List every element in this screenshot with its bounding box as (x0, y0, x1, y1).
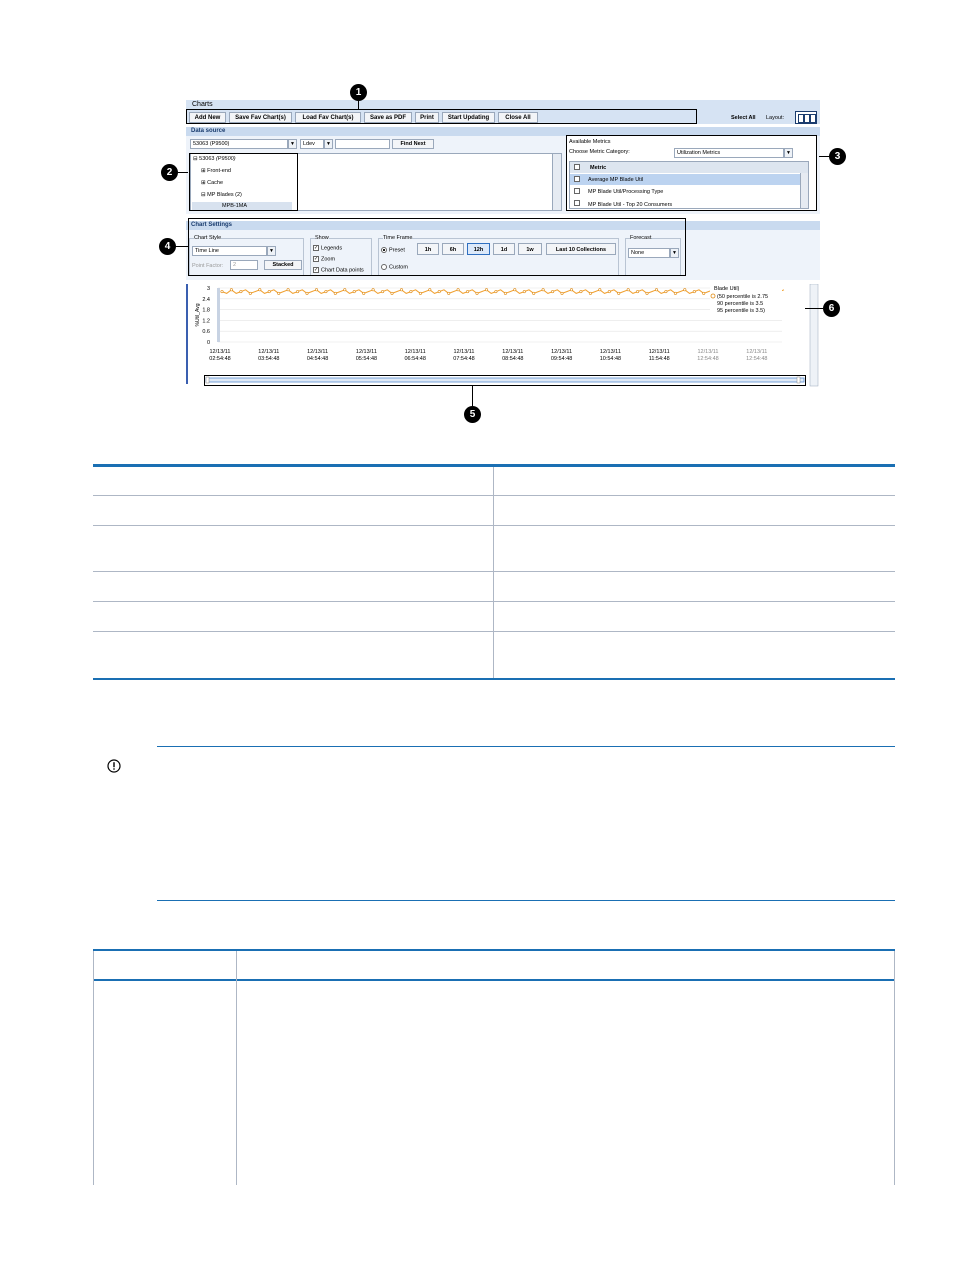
data-point (466, 290, 468, 292)
data-point (249, 292, 251, 294)
data-point (495, 290, 497, 292)
callout-4: 4 (159, 238, 176, 255)
legends-checkbox[interactable]: ✓ Legends (314, 245, 343, 252)
table-row[interactable]: MP Blade Util/Processing Type (570, 186, 800, 197)
data-point (325, 290, 327, 292)
metric-category-select[interactable]: Utilization Metrics (674, 148, 784, 158)
data-point (646, 292, 648, 294)
data-point (599, 289, 601, 291)
x-tick-label: 12/13/11 (307, 349, 329, 355)
chevron-down-icon[interactable]: ▼ (288, 139, 297, 149)
chevron-down-icon[interactable]: ▼ (784, 148, 793, 158)
preset-1w-button[interactable]: 1w (518, 243, 542, 255)
x-tick-label: 03:54:48 (258, 356, 280, 362)
save-fav-chart-button[interactable]: Save Fav Chart(s) (229, 112, 292, 123)
y-axis-bar (217, 288, 220, 342)
y-tick-label: 1.2 (202, 318, 210, 325)
data-point (438, 290, 440, 292)
data-point (608, 290, 610, 292)
callout-5: 5 (464, 406, 481, 423)
data-point (315, 289, 317, 291)
x-tick-label: 12/13/11 (258, 349, 280, 355)
x-tick-label: 12/13/11 (648, 349, 670, 355)
data-point (268, 290, 270, 292)
data-point (240, 290, 242, 292)
legend-entry: 95 percentile is 3.5) (717, 308, 765, 314)
point-factor-label: Point Factor: (192, 263, 224, 269)
data-point (580, 290, 582, 292)
find-next-button[interactable]: Find Next (392, 139, 434, 149)
data-point (523, 290, 525, 292)
x-tick-label: 12/13/11 (355, 349, 377, 355)
options-table (93, 949, 895, 1185)
data-point (655, 289, 657, 291)
metric-column: Metric (590, 165, 607, 171)
x-tick-label: 06:54:48 (404, 356, 426, 362)
point-factor-input[interactable]: 2 (230, 260, 258, 270)
tree-root[interactable]: ⊟ 53063 (P9500) (193, 156, 236, 162)
data-point (551, 290, 553, 292)
data-point (381, 290, 383, 292)
callout-box-4 (188, 218, 686, 276)
data-point (230, 289, 232, 291)
x-tick-label: 12/13/11 (209, 349, 231, 355)
forecast-label: Forecast (630, 235, 652, 241)
legend-entry: 90 percentile is 3.5 (717, 301, 764, 307)
show-label: Show (315, 235, 329, 241)
x-tick-label: 12/13/11 (551, 349, 573, 355)
chart-scrollbar (810, 284, 818, 386)
data-point (344, 289, 346, 291)
data-point (561, 292, 563, 294)
data-point (476, 292, 478, 294)
preset-radio[interactable]: Preset (381, 247, 405, 253)
metric-category-label: Choose Metric Category: (569, 149, 630, 155)
data-point (618, 292, 620, 294)
table-row[interactable]: Average MP Blade Util (570, 174, 800, 185)
x-tick-label: 12/13/11 (404, 349, 426, 355)
data-point (410, 290, 412, 292)
y-tick-label: 3 (206, 286, 210, 292)
callout-6: 6 (823, 300, 840, 317)
preset-1d-button[interactable]: 1d (493, 243, 515, 255)
tree-scrollbar[interactable] (552, 154, 561, 210)
data-point (287, 289, 289, 291)
stacked-button[interactable]: Stacked (264, 260, 302, 270)
data-point (627, 289, 629, 291)
x-tick-label: 12:54:48 (746, 356, 768, 362)
data-point (363, 292, 365, 294)
x-tick-label: 02:54:48 (209, 356, 231, 362)
data-source-header[interactable]: Data source (186, 127, 820, 136)
system-select[interactable]: 53063 (P9500) (190, 139, 288, 149)
save-as-pdf-button[interactable]: Save as PDF (364, 112, 412, 123)
callout-3: 3 (829, 148, 846, 165)
ldev-select[interactable]: Ldev (300, 139, 324, 149)
data-point (353, 290, 355, 292)
data-point (542, 289, 544, 291)
layout-label: Layout: (766, 115, 785, 121)
data-point (514, 289, 516, 291)
data-point (485, 289, 487, 291)
data-point (278, 292, 280, 294)
x-tick-label: 08:54:48 (502, 356, 524, 362)
x-tick-label: 10:54:48 (599, 356, 622, 362)
data-points-checkbox[interactable]: ✓ Chart Data points (314, 267, 364, 274)
data-point (589, 292, 591, 294)
callout-2: 2 (161, 164, 178, 181)
table-row[interactable]: MP Blade Util - Top 20 Consumers (570, 198, 800, 209)
data-point (221, 290, 223, 292)
chevron-down-icon[interactable]: ▼ (670, 248, 679, 258)
data-point (703, 292, 705, 294)
custom-radio[interactable]: Custom (381, 264, 408, 270)
data-point (570, 289, 572, 291)
chevron-down-icon[interactable]: ▼ (267, 246, 276, 256)
start-updating-button[interactable]: Start Updating (442, 112, 495, 123)
last-collections-button[interactable]: Last 10 Collections (546, 243, 616, 255)
x-tick-label: 11:54:48 (648, 356, 670, 362)
charts-panel (186, 100, 820, 390)
tree-item-front-end[interactable]: ⊞ Front-end (201, 168, 231, 174)
tree-item-cache[interactable]: ⊞ Cache (201, 180, 224, 186)
data-point (419, 292, 421, 294)
tree-leaf[interactable]: MPB-1MA (222, 203, 248, 209)
data-point (665, 290, 667, 292)
x-tick-label: 12/13/11 (502, 349, 524, 355)
load-fav-chart-button[interactable]: Load Fav Chart(s) (295, 112, 361, 123)
data-point (259, 289, 261, 291)
print-button[interactable]: Print (415, 112, 439, 123)
data-point (457, 289, 459, 291)
select-all-link[interactable]: Select All (731, 115, 756, 121)
data-point (504, 292, 506, 294)
legend-marker (711, 294, 715, 298)
chart-settings-header[interactable]: Chart Settings (186, 221, 820, 230)
important-icon (107, 759, 121, 773)
x-tick-label: 12:54:48 (697, 356, 719, 362)
data-point (400, 289, 402, 291)
data-point (684, 289, 686, 291)
data-point (448, 292, 450, 294)
legend-title: Blade Util) (714, 286, 740, 292)
x-tick-label: 12/13/11 (697, 349, 719, 355)
callout-description-table (93, 464, 895, 680)
data-point (296, 290, 298, 292)
chart-style-select[interactable]: Time Line (192, 246, 267, 256)
preset-12h-button[interactable]: 12h (467, 243, 490, 255)
data-point (372, 289, 374, 291)
time-frame-label: Time Frame (383, 235, 413, 241)
x-tick-label: 12/13/11 (599, 349, 621, 355)
data-point (674, 292, 676, 294)
callout-box-3 (566, 135, 817, 211)
x-tick-label: 12/13/11 (746, 349, 768, 355)
search-input[interactable] (335, 139, 390, 149)
callout-box-1 (186, 109, 697, 124)
forecast-select[interactable]: None (628, 248, 670, 258)
x-tick-label: 04:54:48 (306, 356, 329, 362)
close-all-button[interactable]: Close All (498, 112, 538, 123)
data-point (334, 292, 336, 294)
panel-title: Charts (192, 101, 213, 108)
layout-columns-icon[interactable] (795, 111, 817, 124)
y-tick-label: 1.8 (202, 307, 210, 314)
preset-6h-button[interactable]: 6h (442, 243, 464, 255)
chevron-down-icon[interactable]: ▼ (324, 139, 333, 149)
x-tick-label: 12/13/11 (453, 349, 475, 355)
x-tick-label: 07:54:48 (453, 356, 475, 362)
tree-item-mp-blades[interactable]: ⊟ MP Blades (2) (201, 192, 242, 198)
data-point (429, 289, 431, 291)
y-tick-label: 0 (206, 340, 210, 346)
y-axis-label: %Util_Avg (195, 303, 201, 327)
callout-box-5 (204, 375, 806, 386)
legend-entry: (50 percentile is 2.75 (717, 294, 769, 300)
zoom-checkbox[interactable]: ✓ Zoom (314, 256, 336, 263)
data-point (391, 292, 393, 294)
data-point (306, 292, 308, 294)
callout-1: 1 (350, 84, 367, 101)
metrics-title: Available Metrics (569, 139, 611, 145)
chart-style-label: Chart Style (194, 235, 222, 241)
y-tick-label: 2.4 (202, 296, 210, 303)
x-tick-label: 09:54:48 (550, 356, 573, 362)
callout-box-2 (189, 153, 298, 211)
add-new-button[interactable]: Add New (189, 112, 226, 123)
data-point (693, 290, 695, 292)
y-tick-label: 0.6 (202, 329, 210, 336)
data-point (533, 292, 535, 294)
data-point (636, 290, 638, 292)
x-tick-label: 05:54:48 (355, 356, 378, 362)
preset-1h-button[interactable]: 1h (417, 243, 439, 255)
